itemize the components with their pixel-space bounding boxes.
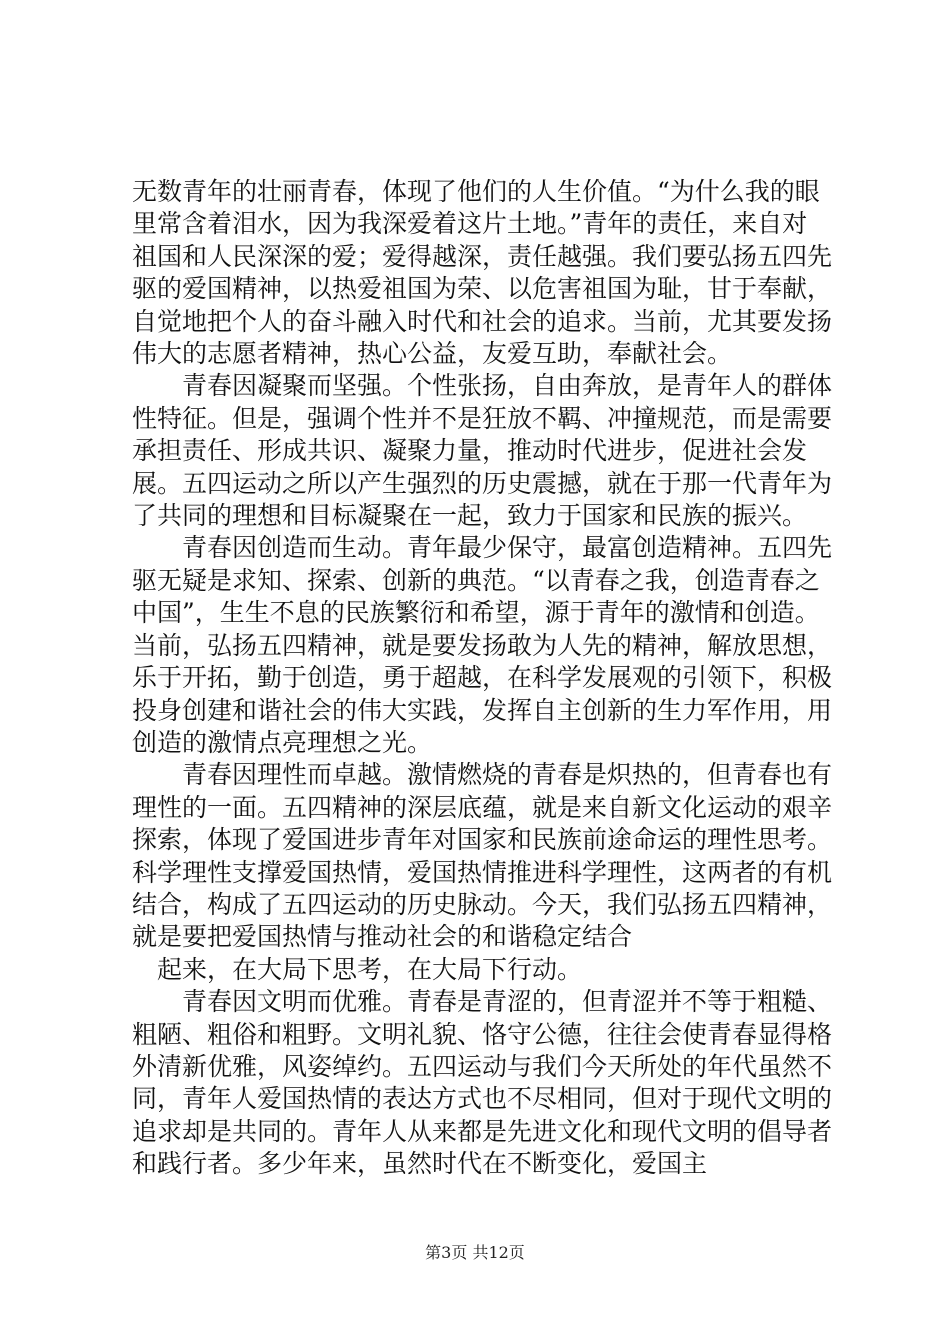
paragraph-4: 青春因理性而卓越。激情燃烧的青春是炽热的，但青春也有理性的一面。五四精神的深层底蕴，就是来自新文化运动的艰辛探索，体现了爱国进步青年对国家和民族前途命运的理性思考。科学理性支撑爱国热情，爱国热情推进科学理性，这两者的有机结合，构成了五四运动的历史脉动。今天，我们弘扬五四精神，就是要把爱国热情与推动社会的和谐稳定结合 (132, 760, 833, 952)
page-footer (0, 1240, 950, 1263)
paragraph-1: 无数青年的壮丽青春，体现了他们的人生价值。“为什么我的眼里常含着泪水，因为我深爱着这片土地。”青年的责任，来自对祖国和人民深深的爱；爱得越深，责任越强。我们要弘扬五四先驱的爱国精神，以热爱祖国为荣、以危害祖国为耻，甘于奉献，自觉地把个人的奋斗融入时代和社会的追求。当前，尤其要发扬伟大的志愿者精神，热心公益，友爱互助，奉献社会。 (132, 177, 833, 369)
paragraph-5: 青春因文明而优雅。青春是青涩的，但青涩并不等于粗糙、粗陋、粗俗和粗野。文明礼貌、恪守公德，往往会使青春显得格外清新优雅，风姿绰约。五四运动与我们今天所处的年代虽然不同，青年人爱国热情的表达方式也不尽相同，但对于现代文明的追求却是共同的。青年人从来都是先进文化和现代文明的倡导者和践行者。多少年来，虽然时代在不断变化，爱国主 (132, 987, 833, 1179)
paragraph-4-continuation: 起来，在大局下思考，在大局下行动。 (157, 954, 583, 984)
paragraph-3: 青春因创造而生动。青年最少保守，最富创造精神。五四先驱无疑是求知、探索、创新的典范。“以青春之我，创造青春之中国”，生生不息的民族繁衍和希望，源于青年的激情和创造。当前，弘扬五四精神，就是要发扬敢为人先的精神，解放思想，乐于开拓，勤于创造，勇于超越，在科学发展观的引领下，积极投身创建和谐社会的伟大实践，发挥自主创新的生力军作用，用创造的激情点亮理想之光。 (132, 533, 833, 757)
page-number-label: 第3页 共12页 (425, 1243, 525, 1262)
body-text (132, 176, 832, 1181)
paragraph-2: 青春因凝聚而坚强。个性张扬，自由奔放，是青年人的群体性特征。但是，强调个性并不是狂放不羁、冲撞规范，而是需要承担责任、形成共识、凝聚力量，推动时代进步，促进社会发展。五四运动之所以产生强烈的历史震撼，就在于那一代青年为了共同的理想和目标凝聚在一起，致力于国家和民族的振兴。 (132, 371, 833, 531)
